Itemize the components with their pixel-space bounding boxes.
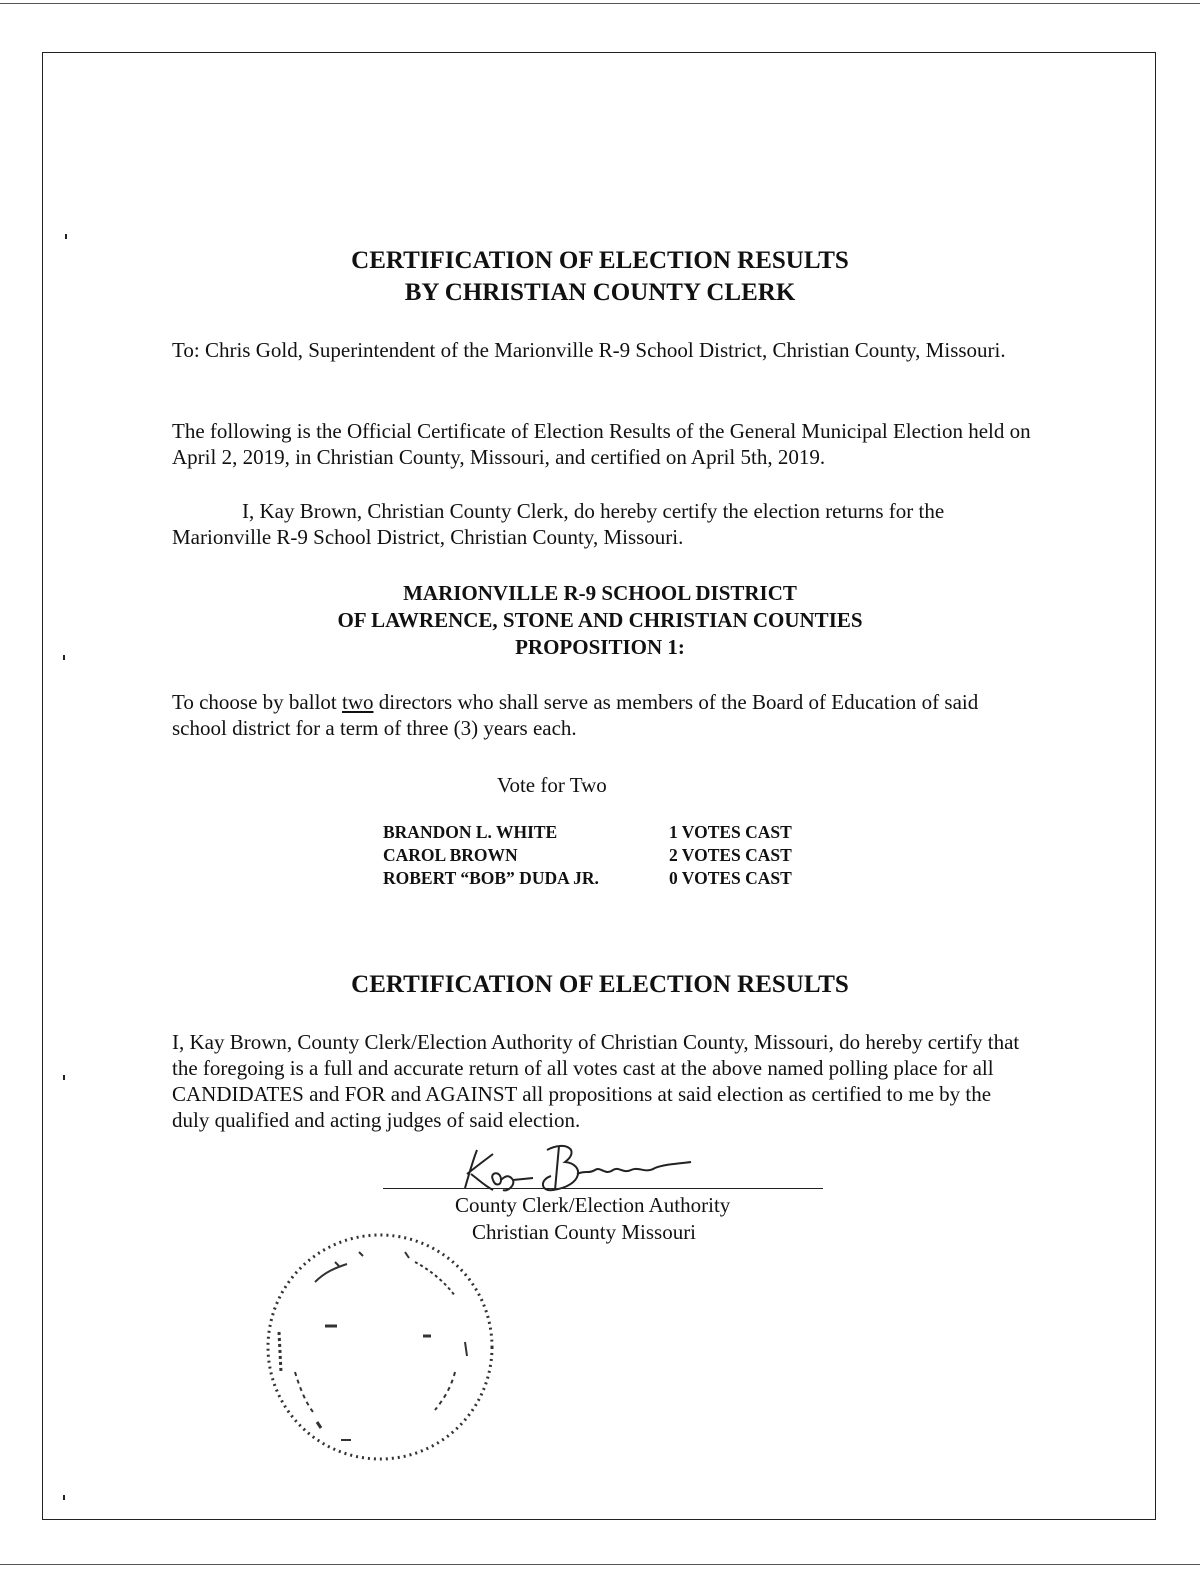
candidate-votes: 1 VOTES CAST — [669, 822, 792, 842]
addressee-paragraph: To: Chris Gold, Superintendent of the Marionville R-9 School District, Christian County, Missouri. — [172, 338, 1006, 362]
vote-for-label: Vote for Two — [497, 773, 607, 797]
candidate-votes: 2 VOTES CAST — [669, 845, 792, 865]
table-row — [383, 867, 792, 890]
scan-mark — [63, 1075, 65, 1080]
candidate-name: BRANDON L. WHITE — [383, 822, 558, 842]
candidate-results-table — [383, 821, 792, 890]
candidate-name: ROBERT “BOB” DUDA JR. — [383, 868, 599, 888]
scan-mark — [65, 234, 67, 239]
table-row — [383, 844, 792, 867]
intro-paragraph: The following is the Official Certificate of Election Results of the General Municipal Election held on April 2, 2019, in Christian County, Missouri, and certified on April 5th, 2019. — [172, 419, 1031, 469]
proposition-text-after: directors who shall serve as members of the Board of Education of said school district for a term of three (3) years each. — [172, 690, 979, 740]
county-seal-stamp — [255, 1222, 505, 1472]
proposition-text-underlined: two — [342, 690, 374, 714]
signer-title: County Clerk/Election Authority — [455, 1193, 731, 1217]
signature-line — [383, 1188, 823, 1189]
document-title-line2: BY CHRISTIAN COUNTY CLERK — [404, 279, 796, 306]
certify-paragraph: I, Kay Brown, Christian County Clerk, do hereby certify the election returns for the Marionville R-9 School District, Christian County, Missouri. — [172, 499, 945, 549]
district-heading-line1: MARIONVILLE R-9 SCHOOL DISTRICT — [403, 581, 797, 605]
bottom-scan-rule — [0, 1564, 1200, 1565]
proposition-paragraph — [172, 689, 1032, 741]
table-row — [383, 821, 792, 844]
scan-mark — [63, 1495, 65, 1500]
certification-paragraph: I, Kay Brown, County Clerk/Election Authority of Christian County, Missouri, do hereby certify that the foregoing is a full and accurate return of all votes cast at the above named polling place for all CANDIDATES and FOR and AGAINST all propositions at said election as certified to me by the duly qualified and acting judges of said election. — [172, 1030, 1020, 1132]
certification-heading: CERTIFICATION OF ELECTION RESULTS — [351, 971, 849, 998]
proposition-heading: PROPOSITION 1: — [515, 635, 685, 659]
proposition-text-before: To choose by ballot — [172, 690, 342, 714]
candidate-name: CAROL BROWN — [383, 845, 518, 865]
district-heading-line2: OF LAWRENCE, STONE AND CHRISTIAN COUNTIES — [337, 608, 863, 632]
signer-county: Christian County Missouri — [472, 1220, 697, 1244]
document-title-line1: CERTIFICATION OF ELECTION RESULTS — [351, 247, 849, 274]
candidate-votes: 0 VOTES CAST — [669, 868, 792, 888]
top-scan-rule — [0, 3, 1200, 4]
